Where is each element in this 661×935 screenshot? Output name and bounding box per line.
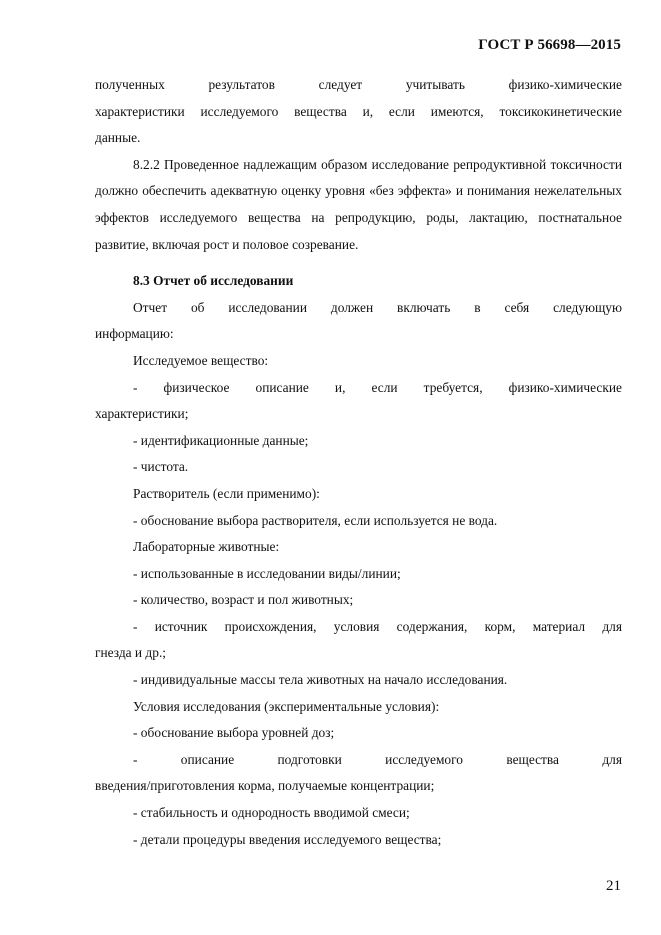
intro-line: информацию:	[95, 326, 174, 342]
list-item-continuation: характеристики;	[95, 406, 189, 422]
list-item: - описание подготовки исследуемого вещества для	[133, 751, 622, 767]
paragraph-line: характеристики исследуемого вещества и, если имеются, токсикокинетические	[95, 103, 622, 119]
list-item: - источник происхождения, условия содержания, корм, материал для	[133, 618, 622, 634]
list-item: - детали процедуры введения исследуемого вещества;	[133, 831, 442, 847]
list-item: - стабильность и однородность вводимой смеси;	[133, 805, 410, 821]
page-content	[95, 72, 622, 853]
paragraph-8-2-2: 8.2.2 Проведенное надлежащим образом исследование репродуктивной токсичности должно обеспечить адекватную оценку уровня «без эффекта» и понимания нежелательных эффектов исследуемого вещества на репродукцию, роды, лактацию, постнатальное развитие, включая рост и половое созревание.	[95, 156, 622, 252]
list-item: - чистота.	[133, 459, 189, 475]
list-item: - обоснование выбора растворителя, если используется не вода.	[133, 512, 498, 528]
list-item: - количество, возраст и пол животных;	[133, 592, 354, 608]
section-heading: 8.3 Отчет об исследовании	[133, 273, 294, 289]
list-item: - идентификационные данные;	[133, 432, 309, 448]
list-item: - использованные в исследовании виды/линии;	[133, 565, 401, 581]
list-item-continuation: гнезда и др.;	[95, 645, 167, 661]
list-item: - физическое описание и, если требуется, физико-химические	[133, 379, 622, 395]
list-item: - обоснование выбора уровней доз;	[133, 725, 335, 741]
paragraph-line: данные.	[95, 130, 141, 146]
subheading-test-substance: Исследуемое вещество:	[133, 352, 269, 368]
page-number: 21	[606, 878, 621, 894]
subheading-vehicle: Растворитель (если применимо):	[133, 485, 320, 501]
list-item: - индивидуальные массы тела животных на начало исследования.	[133, 672, 508, 688]
document-header: ГОСТ Р 56698—2015	[478, 37, 621, 53]
list-item-continuation: введения/приготовления корма, получаемые концентрации;	[95, 778, 435, 794]
intro-line: Отчет об исследовании должен включать в себя следующую	[133, 299, 622, 315]
subheading-conditions: Условия исследования (экспериментальные условия):	[133, 698, 440, 714]
paragraph-line: полученных результатов следует учитывать физико-химические	[95, 77, 622, 92]
subheading-lab-animals: Лабораторные животные:	[133, 539, 280, 555]
